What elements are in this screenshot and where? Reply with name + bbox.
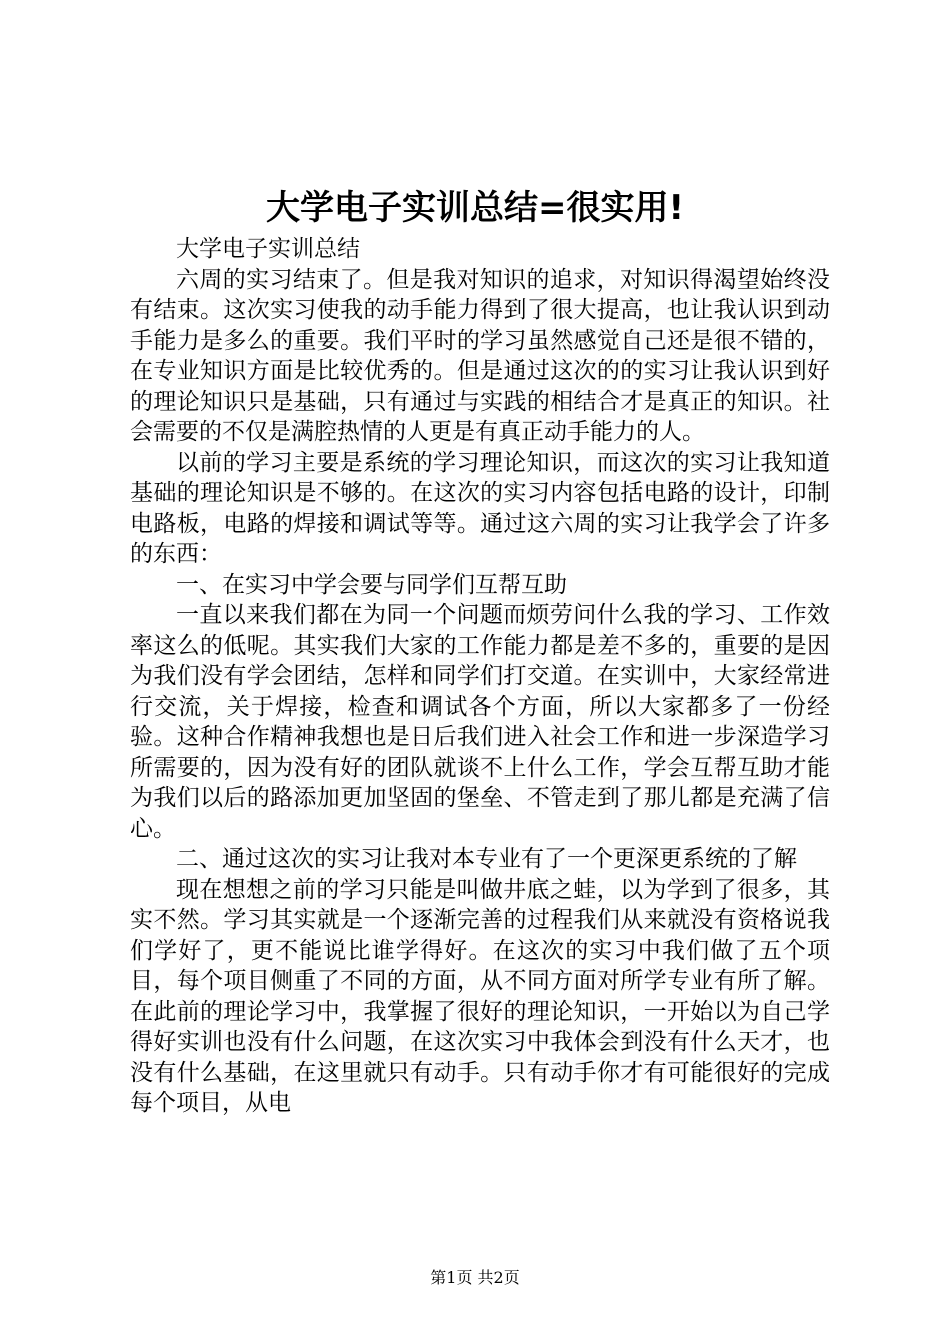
body-paragraph: 现在想想之前的学习只能是叫做井底之蛙，以为学到了很多，其实不然。学习其实就是一个逐渐完善的过程我们从来就没有资格说我们学好了，更不能说比谁学得好。在这次的实习中我们做了五个项目，每个项目侧重了不同的方面，从不同方面对所学专业有所了解。在此前的理论学习中，我掌握了很好的理论知识，一开始以为自己学得好实训也没有什么问题，在这次实习中我体会到没有什么天才，也没有什么基础，在这里就只有动手。只有动手你才有可能很好的完成每个项目，从电 bbox=[130, 876, 830, 1116]
page-footer: 第1页 共2页 bbox=[430, 1268, 520, 1287]
document-body bbox=[130, 234, 830, 1119]
body-paragraph: 以前的学习主要是系统的学习理论知识，而这次的实习让我知道基础的理论知识是不够的。在这次的实习内容包括电路的设计，印制电路板，电路的焊接和调试等等。通过这六周的实习让我学会了许多的东西： bbox=[130, 449, 830, 567]
subtitle-paragraph: 大学电子实训总结 bbox=[176, 236, 360, 262]
body-paragraph: 六周的实习结束了。但是我对知识的追求，对知识得渴望始终没有结束。这次实习使我的动手能力得到了很大提高，也让我认识到动手能力是多么的重要。我们平时的学习虽然感觉自己还是很不错的，在专业知识方面是比较优秀的。但是通过这次的的实习让我认识到好的理论知识只是基础，只有通过与实践的相结合才是真正的知识。社会需要的不仅是满腔热情的人更是有真正动手能力的人。 bbox=[130, 266, 830, 445]
section-heading: 二、通过这次的实习让我对本专业有了一个更深更系统的了解 bbox=[176, 846, 797, 872]
document-title: 大学电子实训总结=很实用! bbox=[266, 188, 684, 228]
body-paragraph: 一直以来我们都在为同一个问题而烦劳问什么我的学习、工作效率这么的低呢。其实我们大家的工作能力都是差不多的，重要的是因为我们没有学会团结，怎样和同学们打交道。在实训中，大家经常进行交流，关于焊接，检查和调试各个方面，所以大家都多了一份经验。这种合作精神我想也是日后我们进入社会工作和进一步深造学习所需要的，因为没有好的团队就谈不上什么工作，学会互帮互助才能为我们以后的路添加更加坚固的堡垒、不管走到了那儿都是充满了信心。 bbox=[130, 602, 830, 842]
section-heading: 一、在实习中学会要与同学们互帮互助 bbox=[176, 571, 567, 598]
